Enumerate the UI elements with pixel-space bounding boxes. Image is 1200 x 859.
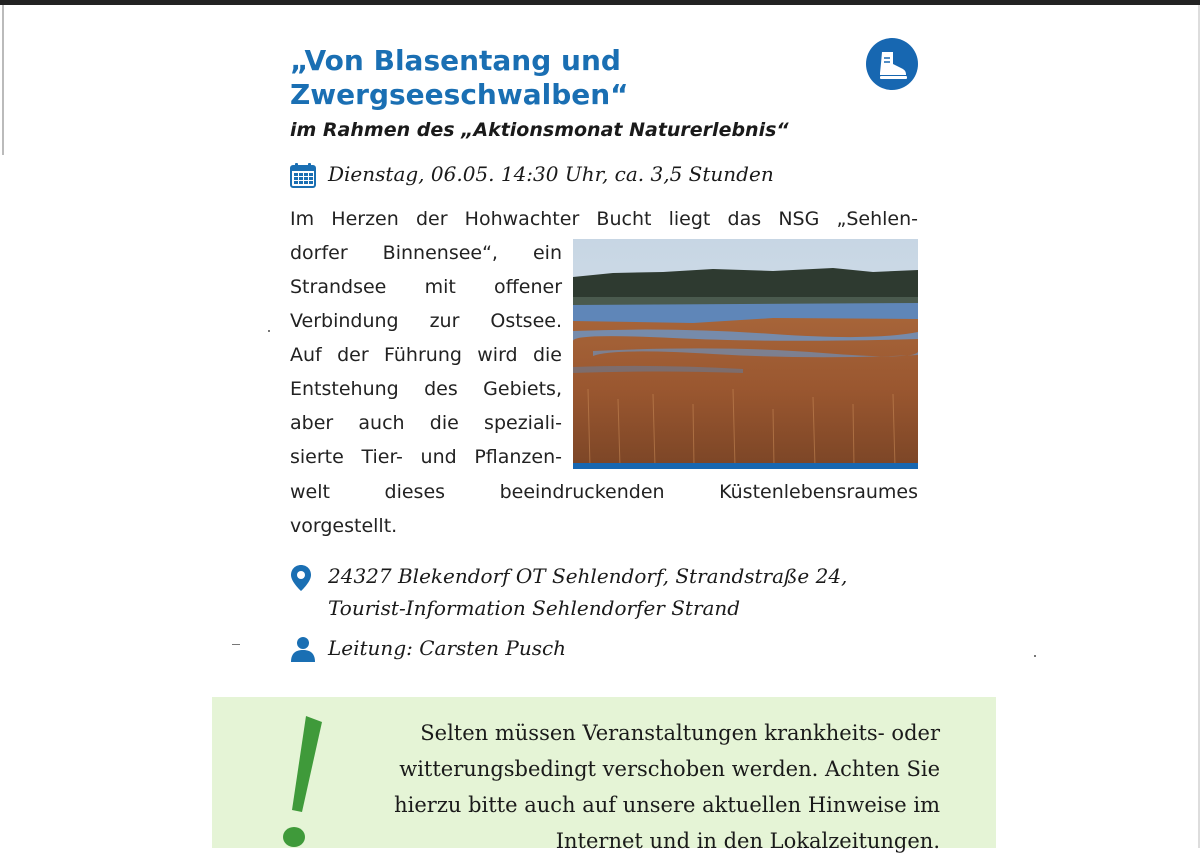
description-line: vorgestellt. (290, 515, 398, 537)
event-subtitle: im Rahmen des „Aktionsmonat Naturerlebnis“ (290, 119, 789, 141)
scan-edge-top (0, 0, 1200, 5)
scan-speck (1034, 655, 1036, 657)
description-line: aber auch die speziali- (290, 412, 562, 434)
notice-line: Selten müssen Veranstaltungen krankheits- oder (420, 721, 940, 745)
location-line1: 24327 Blekendorf OT Sehlendorf, Strandstraße 24, (328, 564, 848, 588)
description-wrapped-column (290, 236, 562, 474)
event-date: Dienstag, 06.05. 14:30 Uhr, ca. 3,5 Stunden (328, 162, 774, 186)
description-line: sierte Tier- und Pflanzen- (290, 446, 562, 468)
notice-text (320, 715, 940, 859)
event-leader-row (290, 632, 566, 664)
person-icon (290, 632, 320, 662)
description-line: Entstehung des Gebiets, (290, 378, 562, 400)
description-line: Verbindung zur Ostsee. (290, 310, 562, 332)
description-line: welt dieses beeindruckenden Küstenlebensraumes (290, 481, 918, 503)
description-line: Im Herzen der Hohwachter Bucht liegt das NSG „Sehlen- (290, 208, 918, 230)
calendar-icon (290, 158, 320, 188)
description-continued (290, 475, 918, 543)
event-title-line2: Zwergseeschwalben“ (290, 78, 629, 111)
map-pin-icon (290, 560, 320, 592)
description-line: Strandsee mit offener (290, 276, 562, 298)
event-title (290, 44, 810, 112)
notice-line: Internet und in den Lokalzeitungen. (555, 829, 940, 853)
event-date-row (290, 158, 774, 190)
location-line2: Tourist-Information Sehlendorfer Strand (328, 596, 741, 620)
event-title-line1: „Von Blasentang und (290, 44, 621, 77)
event-leader: Leitung: Carsten Pusch (328, 636, 567, 660)
description-line: dorfer Binnensee“, ein (290, 242, 562, 264)
notice-line: witterungsbedingt verschoben werden. Achten Sie (399, 757, 940, 781)
description-line: Auf der Führung wird die (290, 344, 562, 366)
scan-speck (268, 330, 270, 332)
landscape-photo (573, 239, 918, 469)
notice-line: hierzu bitte auch auf unsere aktuellen Hinweise im (394, 793, 940, 817)
event-location (320, 560, 847, 624)
event-location-row (290, 560, 847, 624)
scan-speck (232, 644, 240, 645)
scan-edge-left (2, 5, 4, 155)
hiking-boot-icon (866, 38, 918, 90)
